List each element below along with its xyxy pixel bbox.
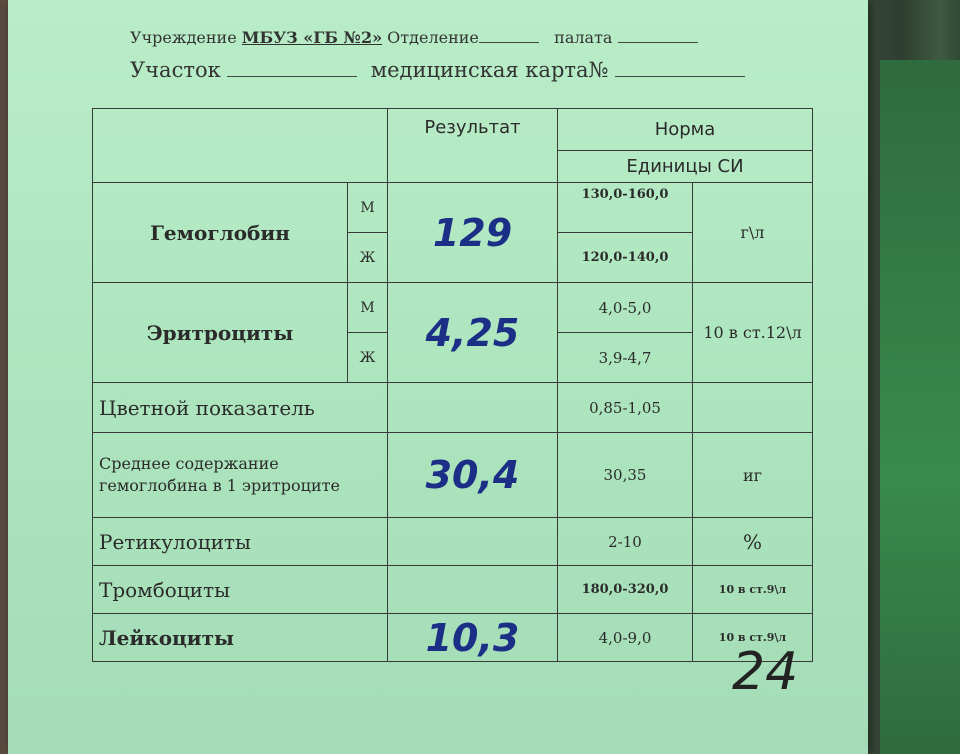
hemoglobin-unit: г\л [693, 183, 813, 283]
erythrocytes-unit: 10 в ст.12\л [693, 283, 813, 383]
institution-name: МБУЗ «ГБ №2» [241, 28, 383, 47]
reticulocytes-name: Ретикулоциты [93, 518, 388, 566]
header-line-2 [130, 58, 745, 82]
header-line-1 [130, 28, 698, 47]
platelets-unit: 10 в ст.9\л [693, 566, 813, 614]
mch-name: Среднее содержание гемоглобина в 1 эритроците [93, 433, 388, 518]
erythrocytes-male-label: М [348, 283, 388, 333]
hemoglobin-name: Гемоглобин [93, 183, 348, 283]
units-header: Единицы СИ [558, 151, 813, 183]
hemoglobin-female-label: Ж [348, 233, 388, 283]
hemoglobin-norm-female: 120,0-140,0 [558, 233, 693, 283]
platelets-result [388, 566, 558, 614]
department-label: Отделение [387, 28, 479, 47]
erythrocytes-norm-male: 4,0-5,0 [558, 283, 693, 333]
color-index-name: Цветной показатель [93, 383, 388, 433]
reticulocytes-unit: % [693, 518, 813, 566]
norm-header: Норма [558, 109, 813, 151]
result-header: Результат [388, 109, 558, 183]
mch-norm: 30,35 [558, 433, 693, 518]
color-index-result [388, 383, 558, 433]
background-folder [880, 60, 960, 754]
ward-label: палата [554, 28, 613, 47]
district-label: Участок [130, 58, 221, 82]
erythrocytes-name: Эритроциты [93, 283, 348, 383]
color-index-unit [693, 383, 813, 433]
lab-results-table [92, 108, 813, 662]
card-label: медицинская карта№ [370, 58, 609, 82]
platelets-name: Тромбоциты [93, 566, 388, 614]
mch-unit: иг [693, 433, 813, 518]
mch-result: 30,4 [388, 433, 558, 518]
leukocytes-norm: 4,0-9,0 [558, 614, 693, 662]
hemoglobin-result: 129 [388, 183, 558, 283]
leukocytes-unit: 10 в ст.9\л [693, 614, 813, 662]
color-index-norm: 0,85-1,05 [558, 383, 693, 433]
erythrocytes-norm-female: 3,9-4,7 [558, 333, 693, 383]
reticulocytes-result [388, 518, 558, 566]
erythrocytes-female-label: Ж [348, 333, 388, 383]
leukocytes-name: Лейкоциты [93, 614, 388, 662]
institution-label: Учреждение [130, 28, 237, 47]
hemoglobin-male-label: М [348, 183, 388, 233]
handwritten-signature: 24 [732, 642, 799, 702]
reticulocytes-norm: 2-10 [558, 518, 693, 566]
platelets-norm: 180,0-320,0 [558, 566, 693, 614]
erythrocytes-result: 4,25 [388, 283, 558, 383]
leukocytes-result: 10,3 [388, 614, 558, 662]
hemoglobin-norm-male: 130,0-160,0 [558, 183, 693, 233]
empty-header-cell [93, 109, 388, 183]
